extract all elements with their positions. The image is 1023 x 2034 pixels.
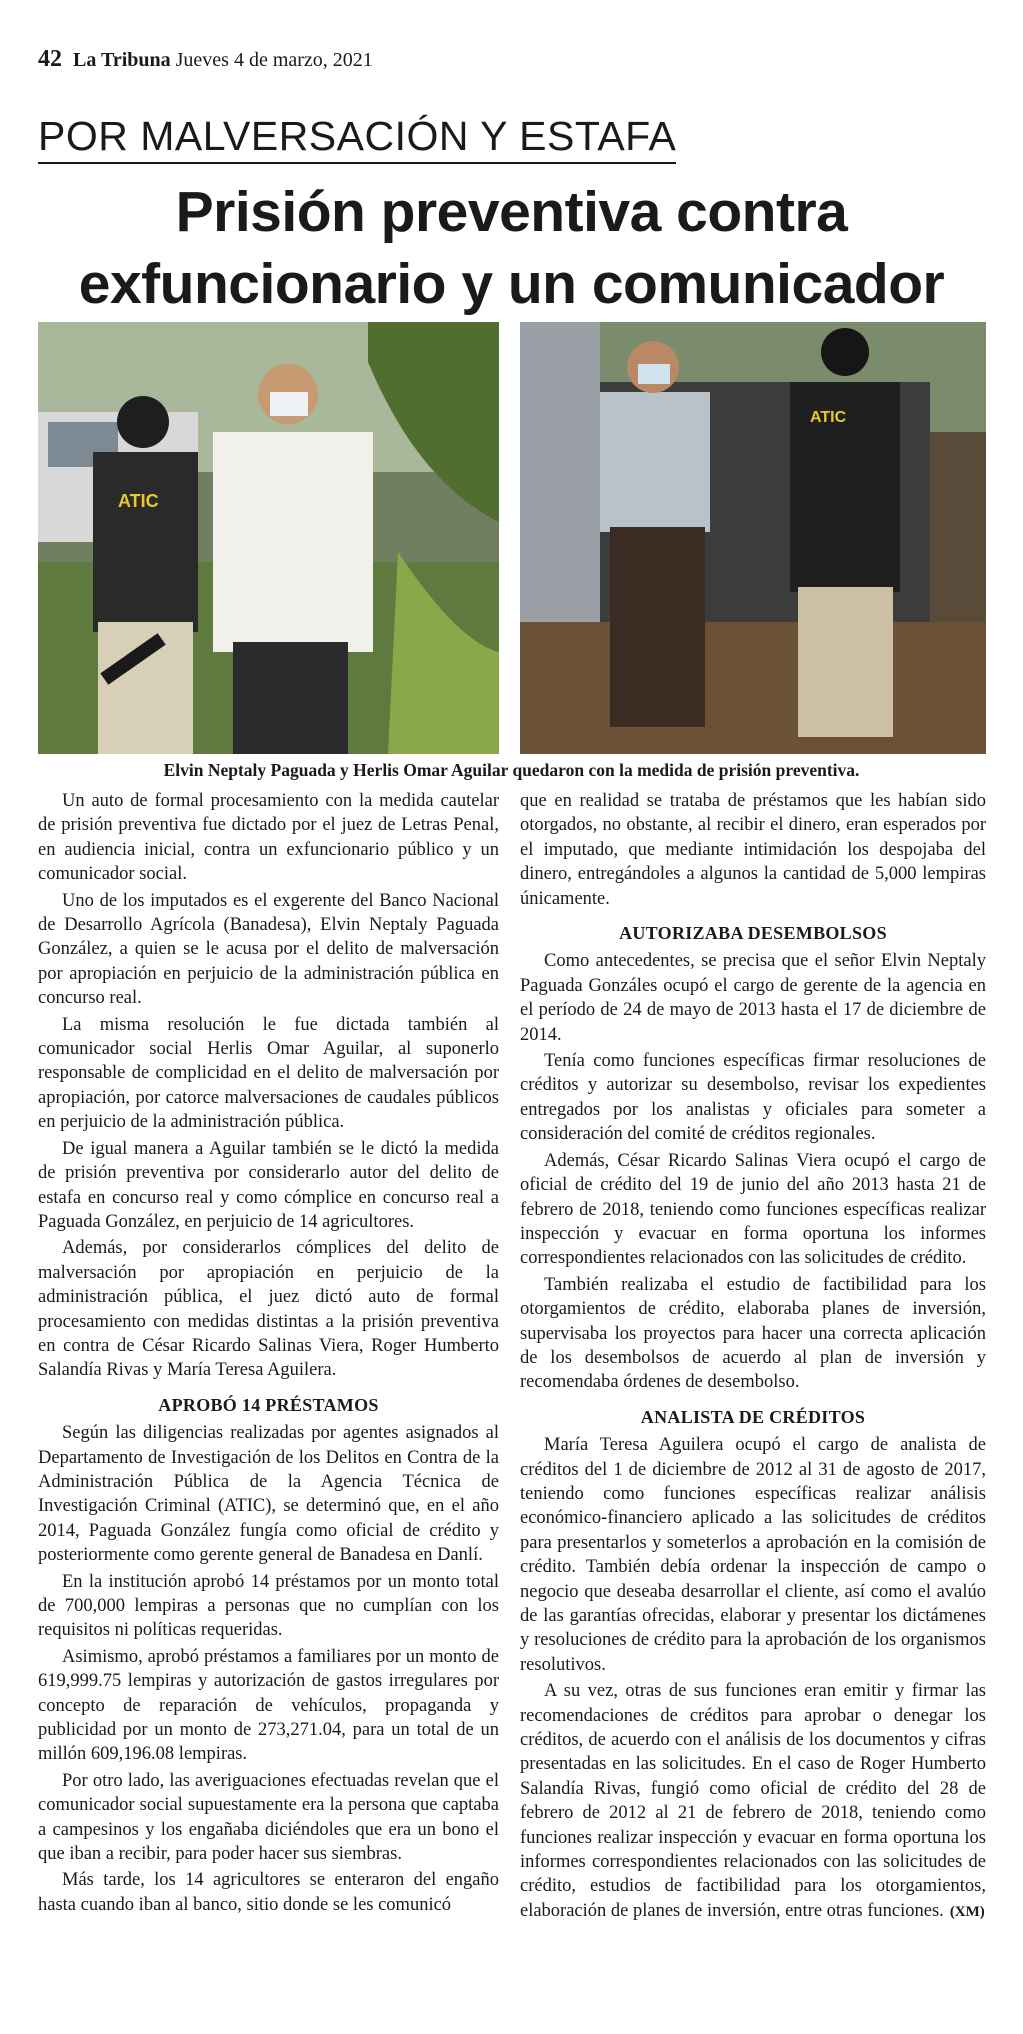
body-paragraph: Por otro lado, las averiguaciones efectuadas revelan que el comunicador social supuestamente era la persona que captaba a campesinos y los engañaba diciéndoles que era un bono el que iban a recibir, para poder hacer sus siembras. [38,1770,499,1865]
section-subhead: AUTORIZABA DESEMBOLSOS [619,923,887,944]
body-paragraph: Según las diligencias realizadas por agentes asignados al Departamento de Investigación de los Delitos en Contra de la Administración Pública de la Agencia Técnica de Investigación Criminal (ATIC), se determinó que, en el año 2014, Paguada González fungía como oficial de crédito y posteriormente como gerente general de Banadesa en Danlí. [38,1423,499,1566]
issue-date: Jueves 4 de marzo, 2021 [175,49,373,71]
article-headline [0,176,1023,320]
publication-name: La Tribuna [73,49,171,71]
body-paragraph: Uno de los imputados es el exgerente del Banco Nacional de Desarrollo Agrícola (Banadesa), Elvin Neptaly Paguada González, a quien se le acusa por el delito de malversación por apropiación en perjuicio de la administración pública en concurso real. [38,890,499,1009]
section-subhead: ANALISTA DE CRÉDITOS [640,1406,866,1427]
page-folio [38,46,373,73]
body-paragraph: De igual manera a Aguilar también se le dictó la medida de prisión preventiva por considerarlo autor del delito de estafa en concurso real y como cómplice en concurso real a Paguada González, en perjuicio de 14 agricultores. [38,1138,499,1232]
vest-label: ATIC [810,409,847,426]
page-number: 42 [38,46,62,72]
body-paragraph: En la institución aprobó 14 préstamos por un monto total de 700,000 lempiras a personas que no cumplían con los requisitos ni políticas requeridas. [38,1571,499,1641]
vest-label: ATIC [118,491,159,511]
body-paragraph: Además, César Ricardo Salinas Viera ocupó el cargo de oficial de crédito del 19 de junio del año 2013 hasta 21 de febrero de 2018, teniendo como funciones específicas realizar inspección y evacuar en forma oportuna los informes correspondientes relacionados con las solicitudes de crédito. [520,1150,986,1269]
article-kicker: POR MALVERSACIÓN Y ESTAFA [38,112,676,164]
body-paragraph: que en realidad se trataba de préstamos que les habían sido otorgados, no obstante, al recibir el dinero, eran esperados por el imputado, que mediante intimidación los despojaba del dinero, entregándoles a algunos la cantidad de 5,000 lempiras únicamente. [520,791,986,909]
photo-agent-guarding-suspect [520,322,986,754]
body-paragraph: Más tarde, los 14 agricultores se enteraron del engaño hasta cuando iban al banco, sitio donde se les comunicó [38,1870,499,1915]
photo-agent-escorting-suspect [38,322,499,754]
article-column-right [520,789,986,1926]
body-paragraph: Además, por considerarlos cómplices del delito de malversación por apropiación en perjuicio de la administración pública, el juez dictó auto de formal procesamiento con medidas distintas a la prisión preventiva en contra de César Ricardo Salinas Viera, Roger Humberto Salandía Rivas y María Teresa Aguilera. [38,1238,499,1381]
article-column-left [38,789,499,1919]
body-paragraph [520,1679,986,1924]
body-paragraph: La misma resolución le fue dictada también al comunicador social Herlis Omar Aguilar, al suponerlo responsable de complicidad en el delito de malversación por apropiación, por catorce malversaciones de caudales públicos en perjuicio de la administración pública. [38,1014,499,1133]
photo-caption: Elvin Neptaly Paguada y Herlis Omar Aguilar quedaron con la medida de prisión preventiva. [163,760,860,780]
body-paragraph: Tenía como funciones específicas firmar resoluciones de créditos y autorizar su desembolso, revisar los expedientes entregados por los analistas y oficiales para someter a consideración del comité de créditos regionales. [520,1051,986,1145]
section-subhead: APROBÓ 14 PRÉSTAMOS [158,1394,379,1415]
body-paragraph: Como antecedentes, se precisa que el señor Elvin Neptaly Paguada Gonzáles ocupó el cargo de gerente de la agencia en el período de 24 de mayo de 2013 hasta el 17 de diciembre de 2014. [520,951,986,1045]
headline-line-2: exfuncionario y un comunicador [78,252,945,316]
paragraph-text: A su vez, otras de sus funciones eran emitir y firmar las recomendaciones de créditos para aprobar o denegar los créditos, de acuerdo con el análisis de los documentos y cifras presentadas en las solicitudes. En el caso de Roger Humberto Salandía Rivas, fungió como oficial de crédito del 28 de febrero de 2012 al 21 de febrero de 2018, teniendo como funciones realizar inspección y evacuar en forma oportuna los informes correspondientes relacionados con las solicitudes de crédito, estudios de factibilidad para los otorgamientos, elaboración de planes de inversión, entre otras funciones. [520,1681,986,1921]
body-paragraph: Asimismo, aprobó préstamos a familiares por un monto de 619,999.75 lempiras y autorización de gastos irregulares por concepto de reparación de vehículos, propaganda y publicidad por un monto de 273,271.04, para un total de un millón 609,196.08 lempiras. [38,1646,499,1765]
body-paragraph: María Teresa Aguilera ocupó el cargo de analista de créditos del 1 de diciembre de 2012 al 31 de agosto de 2017, teniendo como funciones específicas realizar análisis económico-financiero aplicado a las solicitudes de créditos para presentarlos y someterlos a aprobación en la comisión de crédito. También debía ordenar la inspección de campo o negocio que deseaba desarrollar el cliente, así como el avalúo de las garantías ofrecidas, elaborar y presentar los dictámenes y resoluciones de crédito para la aprobación de los organismos resolutivos. [520,1435,986,1675]
headline-line-1: Prisión preventiva contra [175,180,848,244]
body-paragraph: Un auto de formal procesamiento con la medida cautelar de prisión preventiva fue dictado por el juez de Letras Penal, en audiencia inicial, contra un exfuncionario público y un comunicador social. [38,791,499,885]
author-signoff: (XM) [949,1903,985,1920]
body-paragraph: También realizaba el estudio de factibilidad para los otorgamientos de crédito, elaboraba planes de inversión, supervisaba los proyectos para hacer una correcta aplicación de los desembolsos de acuerdo al plan de inversión y recomendaba órdenes de desembolso. [520,1274,986,1393]
